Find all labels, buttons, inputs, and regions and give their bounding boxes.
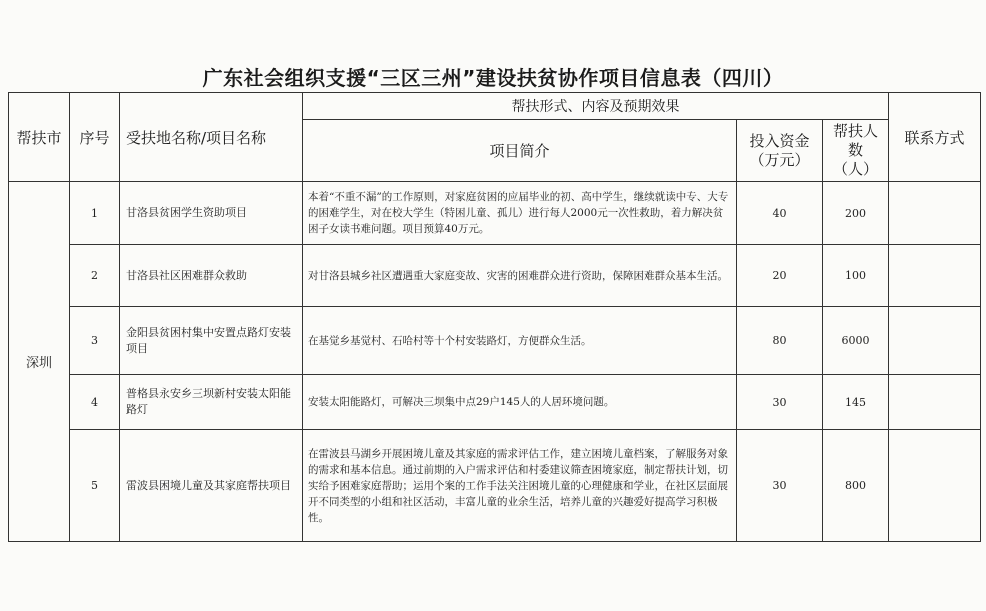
header-project-name-text: 受扶地名称/项目名称 bbox=[126, 128, 267, 147]
header-people-line3: （人） bbox=[833, 160, 879, 178]
header-funding-line1: 投入资金 bbox=[749, 131, 810, 150]
row-seq: 3 bbox=[70, 307, 120, 375]
row-seq: 5 bbox=[70, 430, 120, 542]
row-funding: 80 bbox=[737, 307, 823, 375]
row-intro: 在雷波县马湖乡开展困境儿童及其家庭的需求评估工作，建立困境儿童档案，了解服务对象的需求和基本信息。通过前期的入户需求评估和村委建议筛查困境家庭，制定帮扶计划，切实给予困难家庭帮助；运用个案的工作手法关注困境儿童的心理健康和学业，在社区层面展开不同类型的小组和社区活动，丰富儿童的业余生活，培养儿童的兴趣爱好提高学习积极性。 bbox=[303, 430, 737, 542]
table-row bbox=[9, 375, 981, 430]
row-intro: 对甘洛县城乡社区遭遇重大家庭变故、灾害的困难群众进行资助，保障困难群众基本生活。 bbox=[303, 245, 737, 307]
row-contact bbox=[889, 375, 981, 430]
header-funding bbox=[737, 120, 823, 182]
row-people: 200 bbox=[823, 182, 889, 245]
row-project-name: 雷波县困境儿童及其家庭帮扶项目 bbox=[120, 430, 303, 542]
row-project-name: 金阳县贫困村集中安置点路灯安装项目 bbox=[120, 307, 303, 375]
page-title: 广东社会组织支援“三区三州”建设扶贫协作项目信息表（四川） bbox=[202, 66, 784, 90]
row-seq: 4 bbox=[70, 375, 120, 430]
row-contact bbox=[889, 307, 981, 375]
header-seq: 序号 bbox=[70, 93, 120, 182]
row-funding: 30 bbox=[737, 375, 823, 430]
row-contact bbox=[889, 430, 981, 542]
header-help-form-group: 帮扶形式、内容及预期效果 bbox=[303, 93, 889, 120]
header-people-line2: 数 bbox=[848, 141, 864, 159]
table-row bbox=[9, 307, 981, 375]
row-funding: 20 bbox=[737, 245, 823, 307]
row-funding: 30 bbox=[737, 430, 823, 542]
header-people bbox=[823, 120, 889, 182]
header-people-line1: 帮扶人 bbox=[833, 122, 879, 140]
header-row-1 bbox=[9, 93, 981, 120]
header-contact: 联系方式 bbox=[889, 93, 981, 182]
row-people: 800 bbox=[823, 430, 889, 542]
row-contact bbox=[889, 245, 981, 307]
row-people: 100 bbox=[823, 245, 889, 307]
row-contact bbox=[889, 182, 981, 245]
header-funding-line2: （万元） bbox=[749, 150, 810, 169]
table-row bbox=[9, 182, 981, 245]
row-intro: 安装太阳能路灯，可解决三坝集中点29户145人的人居环境问题。 bbox=[303, 375, 737, 430]
city-cell: 深圳 bbox=[9, 182, 70, 542]
row-seq: 2 bbox=[70, 245, 120, 307]
header-city: 帮扶市 bbox=[9, 93, 70, 182]
header-intro: 项目简介 bbox=[303, 120, 737, 182]
row-people: 145 bbox=[823, 375, 889, 430]
row-project-name: 普格县永安乡三坝新村安装太阳能路灯 bbox=[120, 375, 303, 430]
row-people: 6000 bbox=[823, 307, 889, 375]
row-intro: 在基觉乡基觉村、石哈村等十个村安装路灯，方便群众生活。 bbox=[303, 307, 737, 375]
table-row bbox=[9, 430, 981, 542]
row-intro: 本着“不重不漏”的工作原则，对家庭贫困的应届毕业的初、高中学生，继续就读中专、大专的困难学生，对在校大学生（特困儿童、孤儿）进行每人2000元一次性救助，着力解决贫困子女读书难问题。项目预算40万元。 bbox=[303, 182, 737, 245]
header-project-name bbox=[120, 93, 303, 182]
row-funding: 40 bbox=[737, 182, 823, 245]
row-seq: 1 bbox=[70, 182, 120, 245]
row-project-name: 甘洛县贫困学生资助项目 bbox=[120, 182, 303, 245]
project-info-table bbox=[8, 92, 981, 542]
table-row bbox=[9, 245, 981, 307]
row-project-name: 甘洛县社区困难群众救助 bbox=[120, 245, 303, 307]
